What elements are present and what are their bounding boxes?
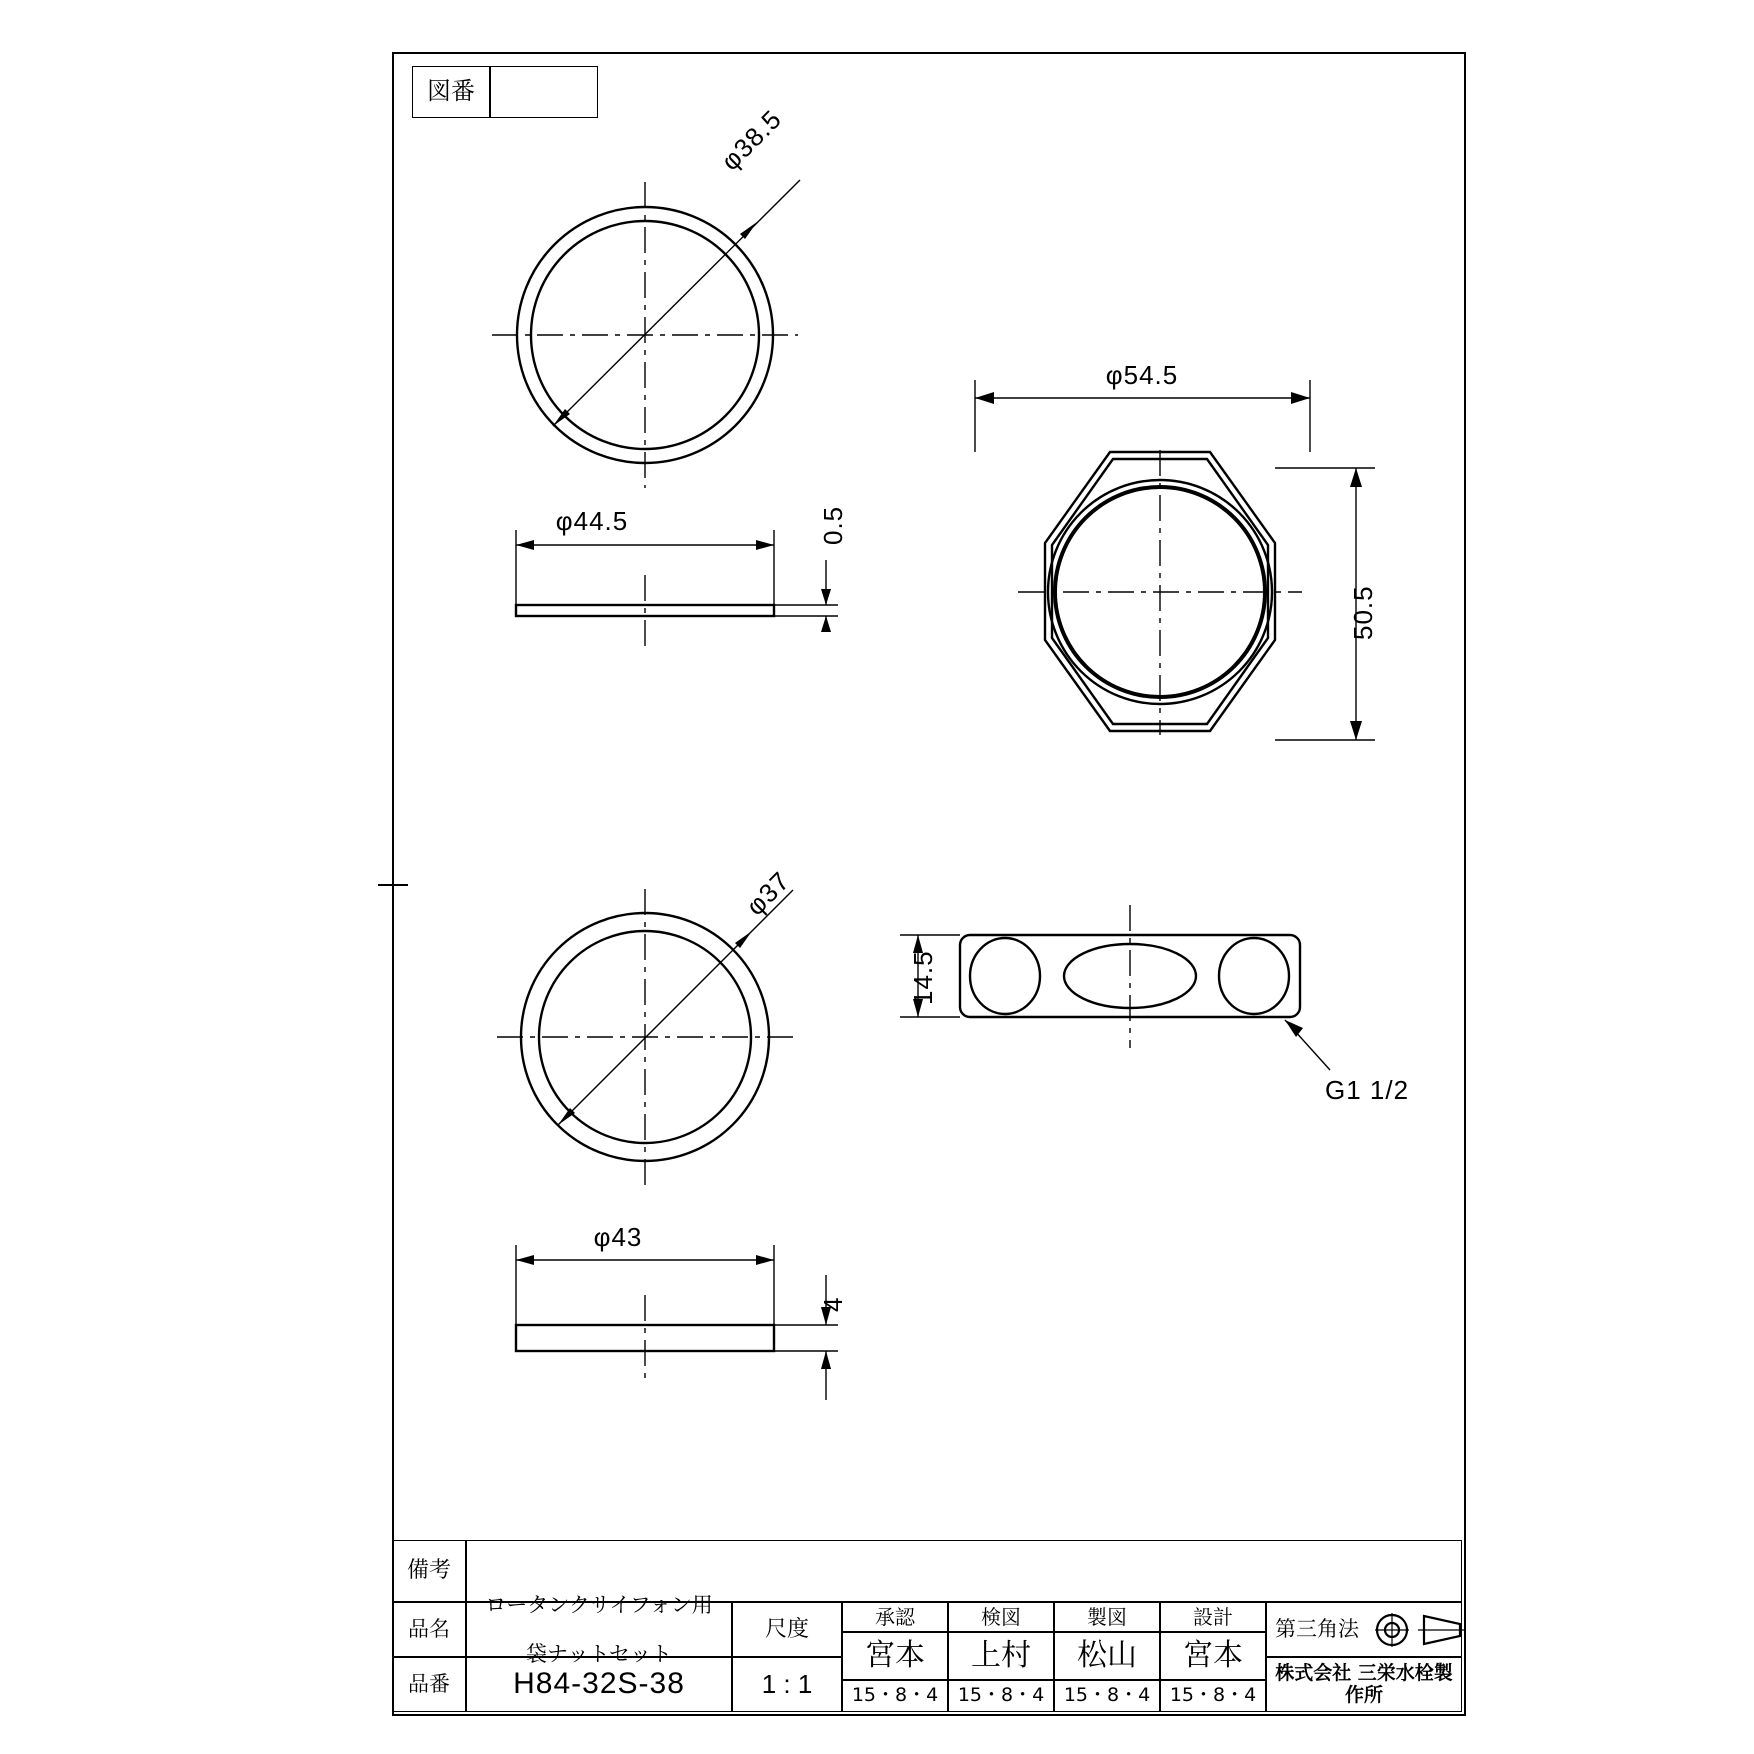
- check-label-cell: [948, 1602, 1054, 1632]
- scale-label-cell: [732, 1602, 842, 1657]
- remarks-label: 備考: [406, 1558, 451, 1584]
- product-code-label: 品番: [408, 1672, 450, 1697]
- product-name-line1: ロータンクサイフォン用: [485, 1593, 713, 1618]
- scale-value: 1 : 1: [761, 1668, 813, 1699]
- product-name-value-cell: [466, 1593, 732, 1666]
- washer-dia-arrow-1: [558, 1108, 575, 1125]
- dim-nut-across-flats: φ54.5: [1105, 360, 1179, 390]
- dim-washer-diameter: φ37: [740, 865, 796, 922]
- approval-label-cell: [842, 1602, 948, 1632]
- dim-packing-face: φ44.5: [555, 506, 629, 536]
- design-name: 宮本: [1183, 1637, 1243, 1673]
- draft-name: 松山: [1077, 1637, 1137, 1673]
- draft-date: 15・8・4: [1063, 1684, 1151, 1707]
- washer-width-arrow-l: [516, 1255, 534, 1265]
- dim-washer-face: φ43: [593, 1222, 643, 1252]
- dim-washer-thickness: 4: [818, 1296, 848, 1312]
- nut-af-arrow-r: [1291, 392, 1310, 404]
- nut-af-arrow-l: [975, 392, 994, 404]
- dim-nut-side-height: 14.5: [908, 950, 938, 1005]
- scale-value-cell: [732, 1657, 842, 1712]
- company-cell: [1266, 1657, 1462, 1712]
- check-label: 検図: [981, 1604, 1021, 1629]
- packing-width-arrow-l: [516, 540, 534, 550]
- nut-side-right-flat: [1219, 938, 1289, 1014]
- product-code-value: H84-32S-38: [513, 1667, 685, 1701]
- design-date: 15・8・4: [1169, 1684, 1257, 1707]
- thread-leader-arrow: [1285, 1020, 1303, 1037]
- packing-width-arrow-r: [756, 540, 774, 550]
- nut-h-arrow-b: [1350, 721, 1362, 740]
- dim-packing-thickness: 0.5: [818, 505, 848, 545]
- approval-name: 宮本: [865, 1637, 925, 1673]
- design-date-cell: [1160, 1680, 1266, 1712]
- remarks-label-cell: [392, 1540, 466, 1602]
- projection-label: 第三角法: [1275, 1617, 1359, 1642]
- approval-name-cell: [842, 1632, 948, 1680]
- dim-packing-diameter: φ38.5: [715, 103, 788, 177]
- packing-thk-arrow-t: [821, 589, 831, 605]
- dim-nut-height: 50.5: [1348, 585, 1378, 640]
- nut-side-left-flat: [970, 938, 1040, 1014]
- washer-thk-arrow-b: [821, 1351, 831, 1369]
- washer-dia-arrow-2: [735, 931, 752, 948]
- design-name-cell: [1160, 1632, 1266, 1680]
- approval-date: 15・8・4: [851, 1684, 939, 1707]
- draft-date-cell: [1054, 1680, 1160, 1712]
- washer-width-arrow-r: [756, 1255, 774, 1265]
- product-code-value-cell: [466, 1657, 732, 1712]
- drawing-number-label: 図番: [427, 77, 475, 106]
- draft-label-cell: [1054, 1602, 1160, 1632]
- design-label: 設計: [1193, 1604, 1233, 1629]
- scale-label: 尺度: [764, 1616, 809, 1642]
- packing-dia-arrow-2: [740, 222, 757, 239]
- product-code-label-cell: [392, 1657, 466, 1712]
- product-name-line2: 袋ナットセット: [526, 1641, 672, 1666]
- company-name: 株式会社 三栄水栓製作所: [1275, 1661, 1453, 1706]
- third-angle-projection-symbol: [1372, 1608, 1492, 1652]
- packing-dia-leader: [553, 180, 800, 426]
- approval-label: 承認: [875, 1604, 915, 1629]
- draft-label: 製図: [1087, 1604, 1127, 1629]
- product-name-label-cell: [392, 1602, 466, 1657]
- packing-thk-arrow-b: [821, 616, 831, 632]
- check-name-cell: [948, 1632, 1054, 1680]
- check-date: 15・8・4: [957, 1684, 1045, 1707]
- check-date-cell: [948, 1680, 1054, 1712]
- product-name-label: 品名: [408, 1617, 450, 1642]
- callout-thread: G1 1/2: [1325, 1075, 1410, 1105]
- check-name: 上村: [971, 1637, 1031, 1673]
- draft-name-cell: [1054, 1632, 1160, 1680]
- approval-date-cell: [842, 1680, 948, 1712]
- design-label-cell: [1160, 1602, 1266, 1632]
- nut-h-arrow-t: [1350, 468, 1362, 487]
